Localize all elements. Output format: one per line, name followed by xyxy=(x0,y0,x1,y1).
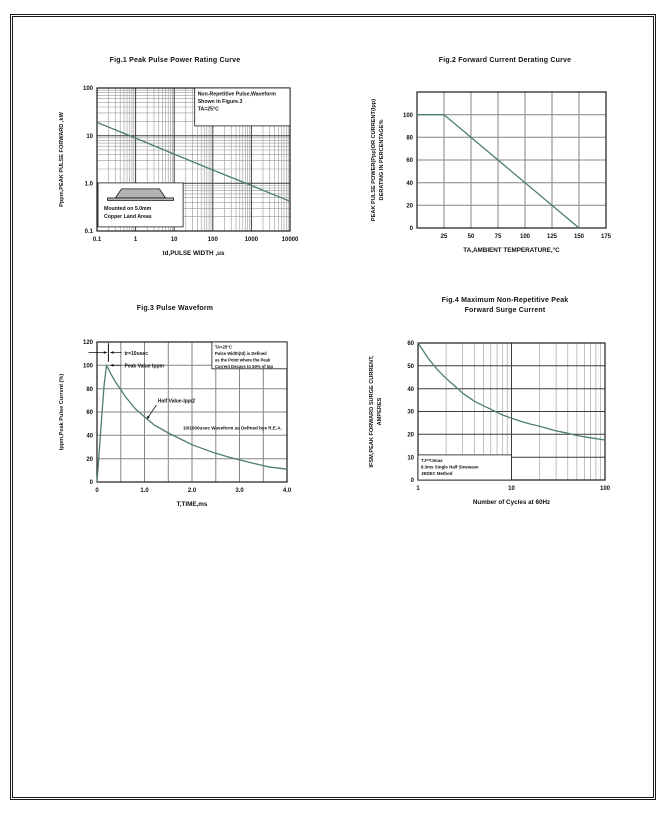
svg-text:100: 100 xyxy=(519,234,531,240)
svg-text:1: 1 xyxy=(133,237,138,243)
svg-text:0: 0 xyxy=(95,488,99,494)
fig3-annotation-arrow xyxy=(147,416,150,419)
svg-text:20: 20 xyxy=(406,203,413,210)
svg-text:AMPERES: AMPERES xyxy=(377,397,383,426)
svg-text:30: 30 xyxy=(407,409,414,416)
fig3-annotation-arrow xyxy=(104,351,107,354)
svg-text:100: 100 xyxy=(599,486,611,492)
svg-text:10000: 10000 xyxy=(281,237,299,243)
fig4-title-line1: Fig.4 Maximum Non-Repetitive Peak xyxy=(441,297,569,304)
svg-text:80: 80 xyxy=(86,386,93,393)
svg-text:as the Point where the Peak: as the Point where the Peak xyxy=(214,357,271,363)
svg-text:0: 0 xyxy=(410,478,414,485)
svg-text:8.3ms Single Half Sinewave: 8.3ms Single Half Sinewave xyxy=(421,464,479,470)
fig3-chart xyxy=(30,318,330,518)
fig2-chart xyxy=(365,70,625,270)
svg-text:50: 50 xyxy=(467,234,475,240)
fig4-chart xyxy=(365,322,625,518)
svg-text:100: 100 xyxy=(207,237,218,243)
svg-text:Half Value-Ipp/2: Half Value-Ipp/2 xyxy=(157,398,196,405)
svg-text:150: 150 xyxy=(573,234,585,240)
svg-text:10: 10 xyxy=(170,237,178,243)
svg-text:60: 60 xyxy=(406,158,413,165)
svg-text:1000: 1000 xyxy=(244,237,259,243)
svg-text:Pulse Width(td) is Defined: Pulse Width(td) is Defined xyxy=(214,351,267,357)
svg-text:0.1: 0.1 xyxy=(84,229,93,236)
smd-package-body-icon xyxy=(116,189,166,198)
fig3-annotation-arrow xyxy=(110,364,113,367)
svg-text:10: 10 xyxy=(508,486,515,492)
svg-text:PEAK PULSE POWER(Ppp)OR CURREN: PEAK PULSE POWER(Ppp)OR CURRENT(Ipp) xyxy=(371,98,377,222)
svg-text:60: 60 xyxy=(86,410,93,417)
svg-text:Peak Value Ippm: Peak Value Ippm xyxy=(124,363,164,370)
svg-text:Ippm,Peak Pulse Current (%): Ippm,Peak Pulse Current (%) xyxy=(59,373,65,451)
svg-text:Copper Land Areas: Copper Land Areas xyxy=(104,213,152,220)
svg-text:100: 100 xyxy=(82,363,93,370)
svg-text:Number of Cycles at 60Hz: Number of Cycles at 60Hz xyxy=(472,499,551,506)
svg-text:0: 0 xyxy=(409,226,413,233)
svg-text:40: 40 xyxy=(407,386,414,393)
svg-text:50: 50 xyxy=(407,364,414,370)
svg-text:TJ=TJmax: TJ=TJmax xyxy=(421,457,443,463)
svg-text:100: 100 xyxy=(402,112,413,119)
svg-text:60: 60 xyxy=(407,341,414,348)
fig3-annotation-arrow xyxy=(110,351,113,354)
svg-text:TA=25°C: TA=25°C xyxy=(197,106,219,113)
svg-text:Current Decays to 50% of Ipp: Current Decays to 50% of Ipp xyxy=(214,363,274,369)
svg-text:100: 100 xyxy=(82,86,93,93)
fig1-chart xyxy=(30,70,330,270)
svg-text:25: 25 xyxy=(440,234,448,240)
svg-text:Non-Repetitive Pulse,Waveform: Non-Repetitive Pulse,Waveform xyxy=(197,91,276,98)
svg-text:175: 175 xyxy=(600,234,612,240)
fig2-title: Fig.2 Forward Current Derating Curve xyxy=(438,57,572,64)
svg-text:0: 0 xyxy=(89,480,93,487)
fig4-title-line2: Forward Surge Current xyxy=(464,307,546,314)
svg-text:T,TIME,ms: T,TIME,ms xyxy=(176,501,208,508)
svg-text:80: 80 xyxy=(406,135,413,142)
svg-text:120: 120 xyxy=(82,340,93,347)
svg-text:JEDEC Method: JEDEC Method xyxy=(421,471,453,476)
svg-text:10: 10 xyxy=(407,455,414,462)
svg-text:td,PULSE WIDTH ,us: td,PULSE WIDTH ,us xyxy=(162,250,225,257)
svg-text:40: 40 xyxy=(406,180,413,187)
svg-text:40: 40 xyxy=(86,433,93,440)
svg-text:10: 10 xyxy=(86,133,93,140)
svg-text:125: 125 xyxy=(546,234,558,240)
svg-text:3.0: 3.0 xyxy=(235,488,244,494)
fig3-title: Fig.3 Pulse Waveform xyxy=(136,305,214,312)
svg-text:20: 20 xyxy=(407,432,414,439)
svg-text:20: 20 xyxy=(86,456,93,463)
svg-text:TA=25°C: TA=25°C xyxy=(214,344,232,350)
svg-text:TA,AMBIENT TEMPERATURE,°C: TA,AMBIENT TEMPERATURE,°C xyxy=(463,247,560,254)
svg-text:75: 75 xyxy=(494,234,502,240)
fig1-title: Fig.1 Peak Pulse Power Rating Curve xyxy=(109,57,241,64)
svg-text:Mounted on 5.0mm: Mounted on 5.0mm xyxy=(104,205,152,212)
svg-text:1.0: 1.0 xyxy=(84,181,93,188)
svg-text:2.0: 2.0 xyxy=(187,488,197,494)
svg-text:IFSM,PEAK FORWARD SURGE CURREN: IFSM,PEAK FORWARD SURGE CURRENT, xyxy=(369,355,375,468)
svg-text:DERATING IN PERCENTAGE%: DERATING IN PERCENTAGE% xyxy=(379,119,385,201)
svg-text:10/1000usec Waveform as Defin: 10/1000usec Waveform as Defined bye R.E.A. xyxy=(182,425,282,431)
svg-text:0.1: 0.1 xyxy=(92,237,102,243)
svg-text:4.0: 4.0 xyxy=(282,488,292,494)
svg-text:1.0: 1.0 xyxy=(140,488,149,494)
svg-text:Shown in Figure.3: Shown in Figure.3 xyxy=(197,99,243,106)
svg-text:tr=10usec: tr=10usec xyxy=(124,350,148,357)
svg-text:1: 1 xyxy=(416,486,420,492)
svg-text:Pppm,PEAK PULSE FORWARD ,kW: Pppm,PEAK PULSE FORWARD ,kW xyxy=(59,112,65,207)
